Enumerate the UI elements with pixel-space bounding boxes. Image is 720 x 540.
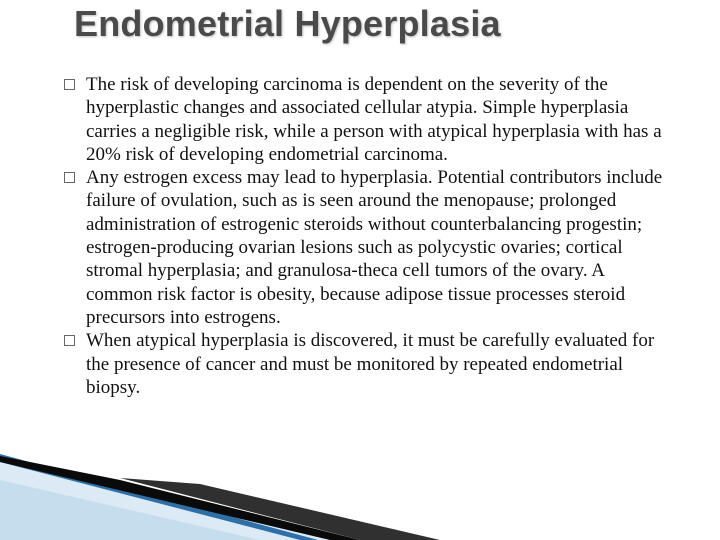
bullet-item [64, 73, 664, 166]
bullet-item [64, 329, 664, 399]
decorative-swoosh [0, 440, 720, 540]
checkbox-bullet-icon [64, 79, 75, 90]
bullet-item [64, 166, 664, 329]
bullet-list [64, 73, 664, 399]
bullet-text: Any estrogen excess may lead to hyperplasia. Potential contributors include failure of ovulation, such as is seen around the menopause; prolonged administration of estrogenic steroids without counterbalancing progestin; estrogen-producing ovarian lesions such as polycystic ovaries; cortical stromal hyperplasia; and granulosa-theca cell tumors of the ovary. A common risk factor is obesity, because adipose tissue processes steroid precursors into estrogens. [86, 167, 663, 328]
slide-title: Endometrial Hyperplasia [74, 3, 501, 44]
bullet-text: When atypical hyperplasia is discovered, it must be carefully evaluated for the presence of cancer and must be monitored by repeated endometrial biopsy. [86, 330, 655, 398]
checkbox-bullet-icon [64, 172, 75, 183]
bullet-text: The risk of developing carcinoma is dependent on the severity of the hyperplastic changes and associated cellular atypia. Simple hyperplasia carries a negligible risk, while a person with atypical hyperplasia with has a 20% risk of developing endometrial carcinoma. [86, 74, 662, 165]
checkbox-bullet-icon [64, 335, 75, 346]
